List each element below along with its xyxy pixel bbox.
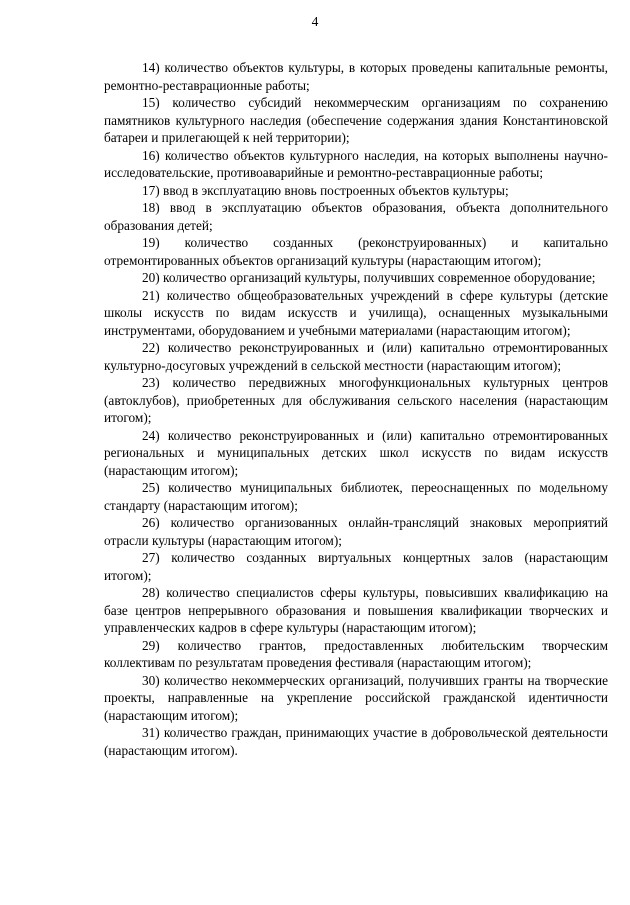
list-item: 24) количество реконструированных и (или) капитально отремонтированных региональных и муниципальных детских школ искусств по видам искусств (нарастающим итогом);	[104, 427, 612, 478]
list-item: 20) количество организаций культуры, получивших современное оборудование;	[142, 270, 596, 285]
list-item: 31) количество граждан, принимающих участие в добровольческой деятельности (нарастающим итогом).	[104, 725, 612, 758]
list-item: 19) количество созданных (реконструированных) и капитально отремонтированных объектов организаций культуры (нарастающим итогом);	[104, 235, 612, 268]
list-item: 14) количество объектов культуры, в которых проведены капитальные ремонты, ремонтно-реставрационные работы;	[104, 60, 612, 93]
list-item: 26) количество организованных онлайн-трансляций знаковых мероприятий отрасли культуры (нарастающим итогом);	[104, 515, 612, 548]
list-item: 22) количество реконструированных и (или) капитально отремонтированных культурно-досуговых учреждений в сельской местности (нарастающим итогом);	[104, 340, 612, 373]
list-item: 28) количество специалистов сферы культуры, повысивших квалификацию на базе центров непрерывного образования и повышения квалификации творческих и управленческих кадров в сфере культуры (нарастающим итогом);	[104, 585, 612, 635]
list-item: 29) количество грантов, предоставленных любительским творческим коллективам по результатам проведения фестиваля (нарастающим итогом);	[104, 637, 612, 670]
list-item: 23) количество передвижных многофункциональных культурных центров (автоклубов), приобретенных для обслуживания сельского населения (нарастающим итогом);	[104, 375, 612, 425]
list-item: 21) количество общеобразовательных учреждений в сфере культуры (детские школы искусств по видам искусств и училища), оснащенных музыкальными инструментами, оборудованием и учебными материалами (нарастающим итогом);	[104, 287, 612, 338]
list-item: 18) ввод в эксплуатацию объектов образования, объекта дополнительного образования детей;	[104, 200, 612, 233]
list-item: 15) количество субсидий некоммерческим организациям по сохранению памятников культурного наследия (обеспечение содержания здания Константиновской батареи и прилегающей к ней территории);	[104, 95, 612, 145]
list-item: 16) количество объектов культурного наследия, на которых выполнены научно-исследовательские, противоаварийные и ремонтно-реставрационные работы;	[104, 147, 608, 180]
list-item: 17) ввод в эксплуатацию вновь построенных объектов культуры;	[142, 182, 509, 198]
item-list	[104, 59, 612, 759]
list-item: 27) количество созданных виртуальных концертных залов (нарастающим итогом);	[104, 550, 612, 583]
list-item: 25) количество муниципальных библиотек, переоснащенных по модельному стандарту (нарастающим итогом);	[104, 480, 612, 513]
list-item: 30) количество некоммерческих организаций, получивших гранты на творческие проекты, направленные на укрепление российской гражданской идентичности (нарастающим итогом);	[104, 672, 612, 723]
page-number: 4	[311, 14, 319, 29]
